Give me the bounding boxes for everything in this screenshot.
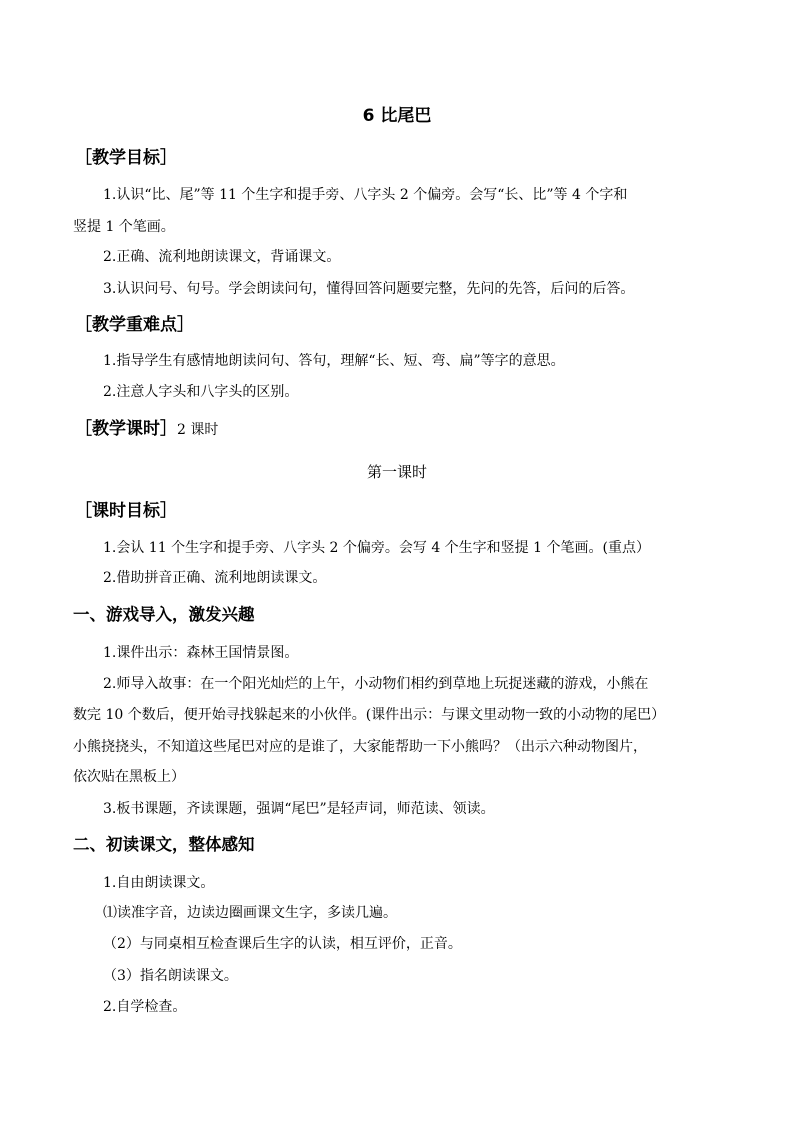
class-hours-label: ［教学课时］ bbox=[75, 419, 177, 439]
lesson-title: 第一课时 bbox=[366, 463, 427, 481]
part-2-sub-item-3: （3）指名朗读课文。 bbox=[103, 968, 238, 984]
part-1-item-1: 1.课件出示：森林王国情景图。 bbox=[103, 645, 299, 661]
part-2-item-1: 1.自由朗读课文。 bbox=[103, 875, 215, 891]
key-points-heading: ［教学重难点］ bbox=[75, 315, 194, 335]
objective-item-1-line-2: 竖提 1 个笔画。 bbox=[73, 219, 175, 235]
part-2-item-2: 2.自学检查。 bbox=[103, 999, 187, 1015]
key-point-item-1: 1.指导学生有感情地朗读问句、答句，理解“长、短、弯、扁”等字的意思。 bbox=[103, 353, 565, 369]
part-1-item-2-line-1: 2.师导入故事：在一个阳光灿烂的上午，小动物们相约到草地上玩捉迷藏的游戏，小熊在 bbox=[103, 676, 649, 692]
lesson-objectives-heading: ［课时目标］ bbox=[75, 501, 177, 521]
part-1-item-2-line-4: 依次贴在黑板上） bbox=[73, 769, 185, 785]
part-2-heading: 二、初读课文，整体感知 bbox=[73, 835, 255, 854]
part-1-item-2-line-2: 数完 10 个数后，便开始寻找躲起来的小伙伴。(课件出示：与课文里动物一致的小动物的尾巴） bbox=[73, 707, 666, 723]
objective-item-3: 3.认识问号、句号。学会朗读问句，懂得回答问题要完整，先问的先答，后问的后答。 bbox=[103, 281, 635, 297]
part-1-item-2-line-3: 小熊挠挠头，不知道这些尾巴对应的是谁了，大家能帮助一下小熊吗？（出示六种动物图片， bbox=[73, 739, 647, 755]
part-2-sub-item-1: ⑴读准字音，边读边圈画课文生字，多读几遍。 bbox=[103, 905, 397, 921]
objective-item-1-line-1: 1.认识“比、尾”等 11 个生字和提手旁、八字头 2 个偏旁。会写“长、比”等 4 个字和 bbox=[103, 187, 628, 203]
part-1-item-3: 3.板书课题，齐读课题，强调“尾巴”是轻声词，师范读、领读。 bbox=[103, 801, 495, 817]
part-2-sub-item-2: （2）与同桌相互检查课后生字的认读，相互评价，正音。 bbox=[103, 936, 462, 952]
lesson-objective-item-2: 2.借助拼音正确、流利地朗读课文。 bbox=[103, 570, 327, 586]
lesson-objective-item-1: 1.会认 11 个生字和提手旁、八字头 2 个偏旁。会写 4 个生字和竖提 1 个笔画。(重点） bbox=[103, 540, 650, 556]
key-point-item-2: 2.注意人字头和八字头的区别。 bbox=[103, 384, 299, 400]
class-hours-value: 2 课时 bbox=[177, 422, 219, 438]
objectives-heading: ［教学目标］ bbox=[75, 148, 177, 168]
class-hours-heading bbox=[75, 420, 218, 439]
page-title: 6 比尾巴 bbox=[362, 106, 432, 126]
objective-item-2: 2.正确、流利地朗读课文，背诵课文。 bbox=[103, 249, 341, 265]
part-1-heading: 一、游戏导入，激发兴趣 bbox=[73, 605, 255, 624]
